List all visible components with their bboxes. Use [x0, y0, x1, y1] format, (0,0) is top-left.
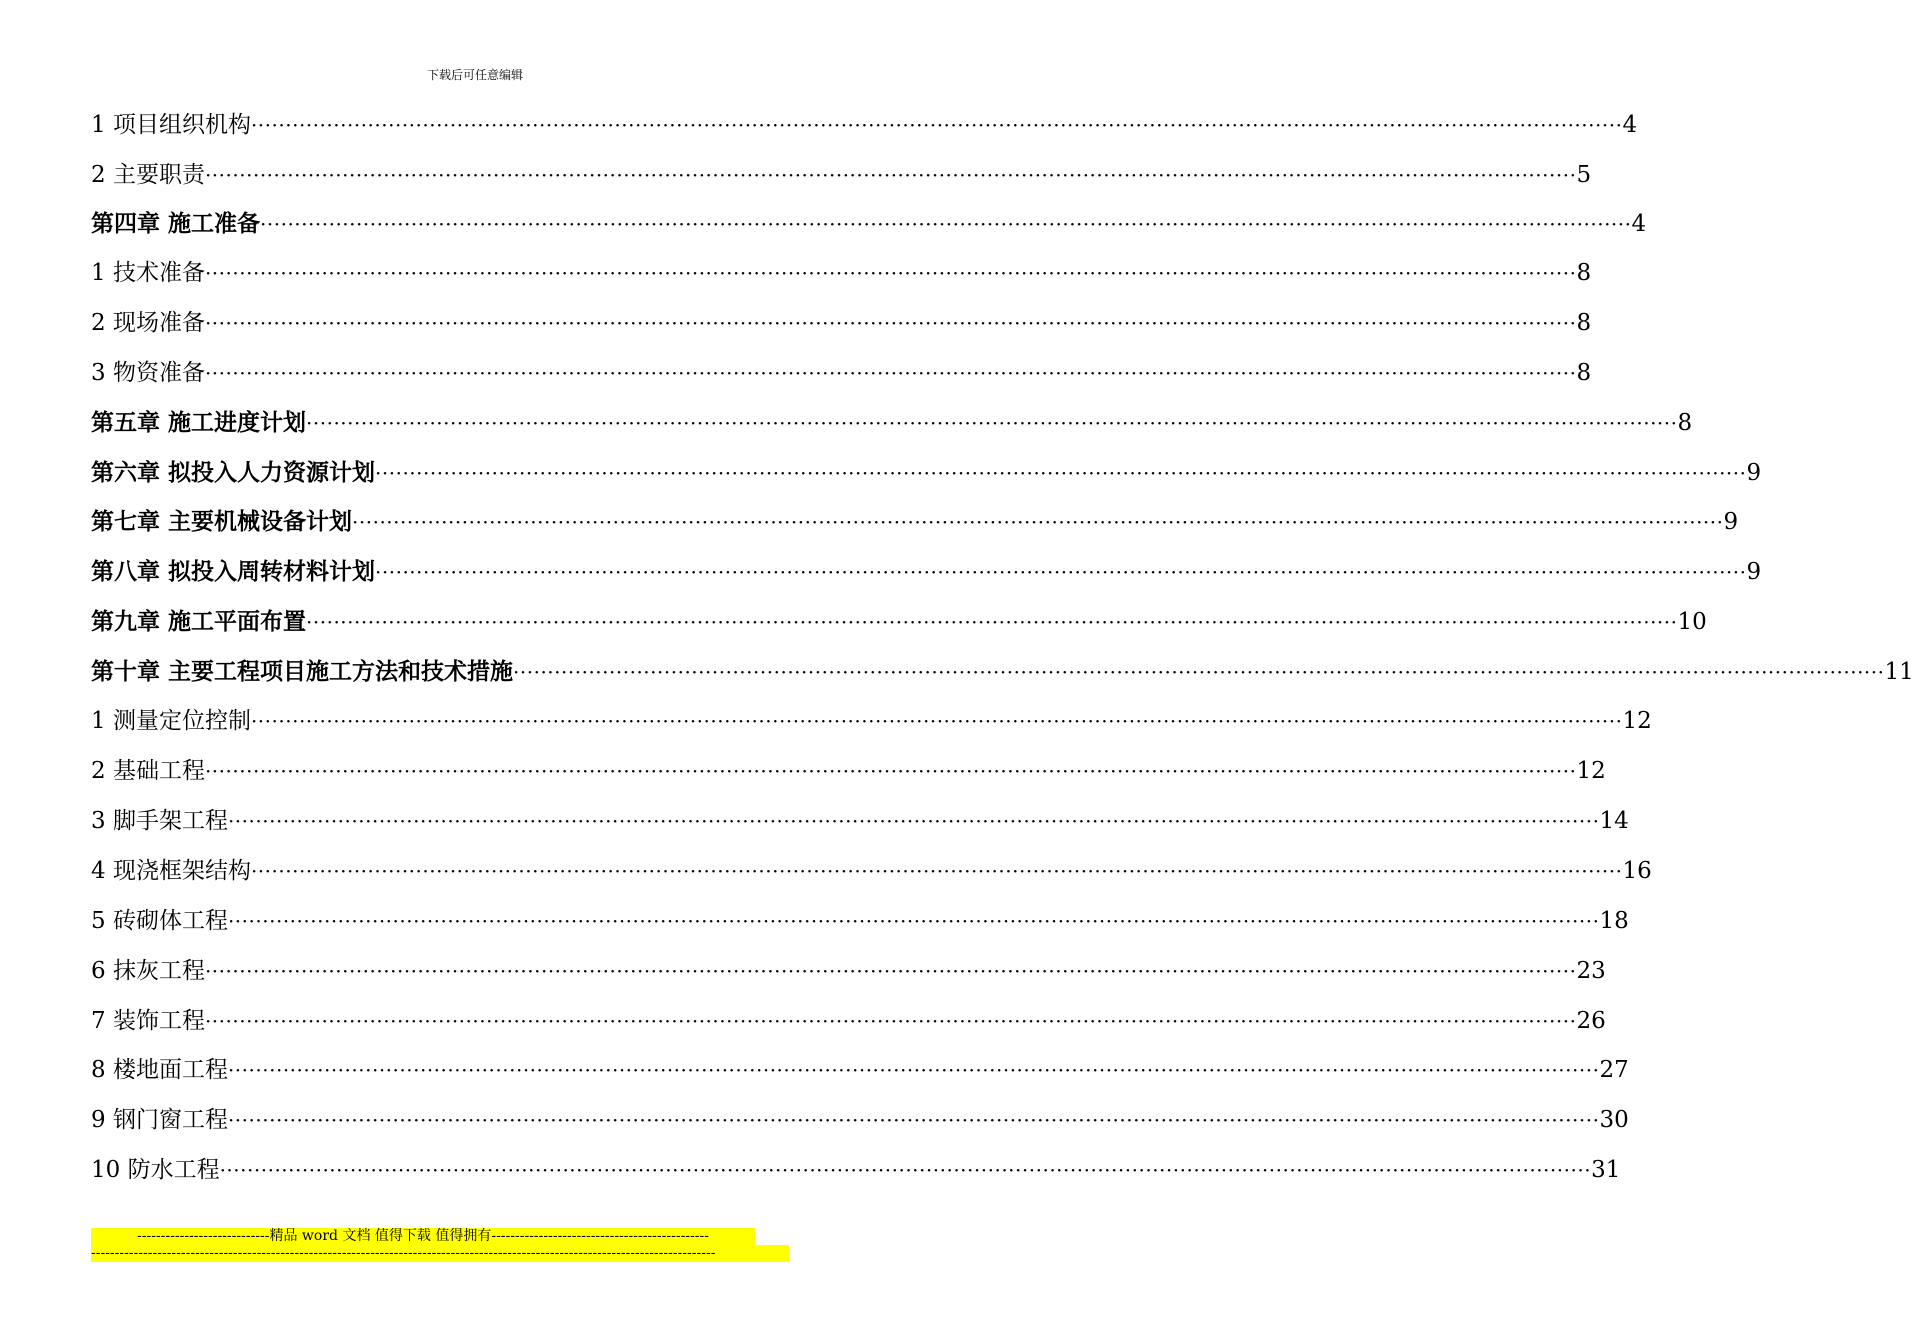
toc-entry[interactable] — [91, 1105, 1629, 1135]
toc-leader-dots: ········································································································································································································ — [260, 212, 1632, 236]
toc-entry-page: 12 — [1622, 708, 1652, 734]
toc-entry-page: 31 — [1591, 1157, 1621, 1183]
toc-leader-dots: ········································································································································································································ — [227, 1058, 1600, 1082]
page-header: 下载后可任意编辑 — [426, 68, 523, 82]
toc-entry-page: 12 — [1576, 758, 1606, 784]
toc-entry-page: 4 — [1631, 211, 1647, 237]
toc-entry-label: 1 测量定位控制 — [91, 708, 251, 734]
toc-entry-page: 11 — [1884, 659, 1914, 685]
toc-entry-label: 第六章 拟投入人力资源计划 — [91, 459, 376, 486]
footer-banner: ----------------------------精品 word 文档 值得下载 值得拥有---------------------------------------------- — [91, 1228, 755, 1245]
toc-entry[interactable] — [91, 209, 1647, 239]
toc-entry-page: 9 — [1723, 509, 1739, 535]
toc-entry-page: 8 — [1576, 310, 1592, 336]
toc-entry-label: 第七章 主要机械设备计划 — [91, 508, 353, 535]
toc-entry-label: 6 抹灰工程 — [91, 958, 205, 984]
toc-entry-label: 第四章 施工准备 — [91, 210, 261, 237]
toc-entry-label: 2 基础工程 — [91, 758, 205, 784]
toc-entry-label: 第八章 拟投入周转材料计划 — [91, 558, 376, 585]
toc-entry[interactable] — [91, 458, 1762, 488]
toc-entry[interactable] — [91, 756, 1606, 786]
toc-leader-dots: ········································································································································································································ — [227, 909, 1600, 933]
toc-leader-dots: ········································································································································································································ — [375, 560, 1747, 584]
footer-divider: ------------------------------------------------------------------------------------------------------------------------------------ — [91, 1245, 789, 1262]
toc-entry[interactable] — [91, 557, 1762, 587]
toc-entry[interactable] — [91, 906, 1629, 936]
toc-entry-label: 1 技术准备 — [91, 260, 205, 286]
toc-entry[interactable] — [91, 308, 1592, 338]
toc-entry-page: 8 — [1677, 410, 1693, 436]
toc-leader-dots: ········································································································································································································ — [204, 163, 1577, 187]
toc-entry[interactable] — [91, 408, 1693, 438]
toc-entry-label: 1 项目组织机构 — [91, 112, 251, 138]
toc-entry[interactable] — [91, 607, 1707, 637]
toc-entry-page: 5 — [1576, 162, 1592, 188]
toc-entry-page: 16 — [1622, 858, 1652, 884]
toc-entry[interactable] — [91, 258, 1592, 288]
toc-entry[interactable] — [91, 706, 1652, 736]
toc-leader-dots: ········································································································································································································ — [219, 1158, 1592, 1182]
toc-leader-dots: ········································································································································································································ — [227, 809, 1600, 833]
toc-entry[interactable] — [91, 657, 1914, 687]
toc-entry[interactable] — [91, 856, 1652, 886]
toc-entry-page: 27 — [1599, 1057, 1629, 1083]
toc-entry-label: 2 现场准备 — [91, 310, 205, 336]
toc-entry[interactable] — [91, 1006, 1606, 1036]
toc-leader-dots: ········································································································································································································ — [204, 759, 1577, 783]
toc-leader-dots: ········································································································································································································ — [250, 113, 1623, 137]
toc-entry-label: 第九章 施工平面布置 — [91, 608, 307, 635]
toc-leader-dots: ········································································································································································································ — [204, 311, 1577, 335]
toc-entry-page: 4 — [1622, 112, 1638, 138]
toc-entry[interactable] — [91, 160, 1592, 190]
toc-entry-label: 7 装饰工程 — [91, 1008, 205, 1034]
toc-entry-page: 14 — [1599, 808, 1629, 834]
toc-leader-dots: ········································································································································································································ — [513, 660, 1885, 684]
toc-entry-page: 9 — [1746, 559, 1762, 585]
toc-leader-dots: ········································································································································································································ — [204, 959, 1577, 983]
toc-leader-dots: ········································································································································································································ — [204, 1009, 1577, 1033]
toc-leader-dots: ········································································································································································································ — [352, 510, 1724, 534]
toc-entry-label: 5 砖砌体工程 — [91, 908, 228, 934]
toc-entry-page: 18 — [1599, 908, 1629, 934]
toc-entry[interactable] — [91, 1055, 1629, 1085]
toc-entry-label: 8 楼地面工程 — [91, 1057, 228, 1083]
toc-entry-label: 4 现浇框架结构 — [91, 858, 251, 884]
toc-entry-page: 9 — [1746, 460, 1762, 486]
toc-leader-dots: ········································································································································································································ — [227, 1108, 1600, 1132]
toc-entry-label: 3 物资准备 — [91, 360, 205, 386]
toc-entry-label: 3 脚手架工程 — [91, 808, 228, 834]
toc-entry-page: 23 — [1576, 958, 1606, 984]
toc-entry[interactable] — [91, 110, 1638, 140]
toc-entry-page: 26 — [1576, 1008, 1606, 1034]
toc-leader-dots: ········································································································································································································ — [204, 261, 1577, 285]
toc-entry-label: 第五章 施工进度计划 — [91, 409, 307, 436]
toc-entry-label: 10 防水工程 — [91, 1157, 220, 1183]
toc-entry-page: 8 — [1576, 360, 1592, 386]
toc-entry-page: 10 — [1677, 609, 1707, 635]
toc-entry[interactable] — [91, 358, 1592, 388]
toc-entry-label: 9 钢门窗工程 — [91, 1107, 228, 1133]
toc-entry-label: 第十章 主要工程项目施工方法和技术措施 — [91, 658, 514, 685]
toc-leader-dots: ········································································································································································································ — [306, 610, 1678, 634]
toc-leader-dots: ········································································································································································································ — [306, 411, 1678, 435]
toc-entry[interactable] — [91, 1155, 1621, 1185]
toc-entry-page: 8 — [1576, 260, 1592, 286]
toc-entry-page: 30 — [1599, 1107, 1629, 1133]
toc-leader-dots: ········································································································································································································ — [375, 461, 1747, 485]
toc-entry[interactable] — [91, 956, 1606, 986]
toc-leader-dots: ········································································································································································································ — [250, 709, 1623, 733]
toc-leader-dots: ········································································································································································································ — [204, 361, 1577, 385]
toc-entry[interactable] — [91, 806, 1629, 836]
toc-entry-label: 2 主要职责 — [91, 162, 205, 188]
toc-entry[interactable] — [91, 507, 1739, 537]
toc-leader-dots: ········································································································································································································ — [250, 859, 1623, 883]
